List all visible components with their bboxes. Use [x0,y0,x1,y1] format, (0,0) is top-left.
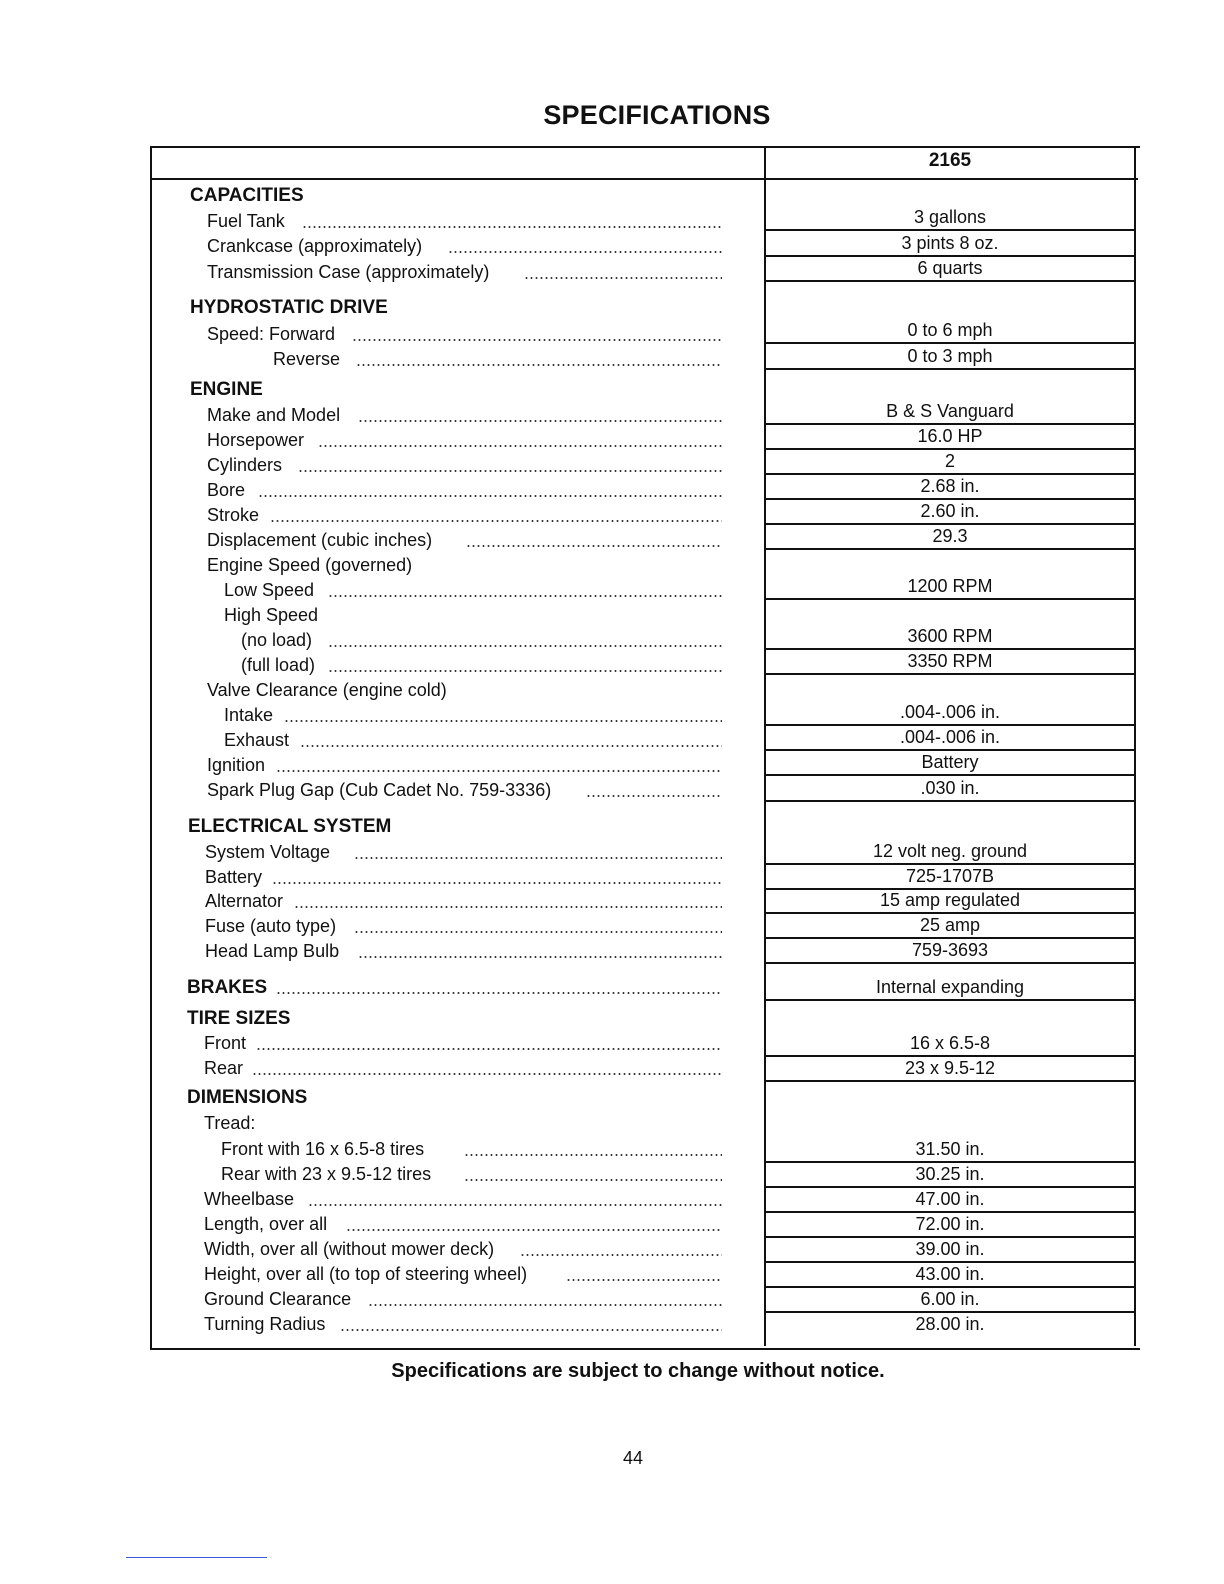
spec-label: (full load) [241,655,316,675]
leader-dots [448,251,722,253]
value-divider [766,1236,1134,1238]
spec-label: Fuel Tank [207,211,285,231]
table-right-border [1134,146,1136,1346]
spec-value: 16 x 6.5-8 [909,1033,991,1053]
leader-dots [252,1073,722,1075]
section-heading-electrical: ELECTRICAL SYSTEM [188,816,392,837]
model-header: 2165 [928,150,972,171]
value-divider [766,473,1134,475]
leader-dots [256,1048,722,1050]
value-divider [766,1186,1134,1188]
spec-label: Intake [224,705,274,725]
spec-label: Speed: Forward [207,324,336,344]
spec-label: Width, over all (without mower deck) [204,1239,495,1259]
spec-label: System Voltage [205,842,331,862]
spec-value: 1200 RPM [907,576,993,596]
spec-value: 23 x 9.5-12 [904,1058,996,1078]
spec-value: 43.00 in. [915,1264,985,1284]
leader-dots [356,364,722,366]
spec-value: 3350 RPM [907,651,993,671]
value-divider [766,1161,1134,1163]
spec-value: .030 in. [920,778,980,798]
value-divider [766,368,1134,370]
spec-value: 725-1707B [905,866,995,886]
spec-value: 0 to 6 mph [907,320,993,340]
value-divider [766,749,1134,751]
spec-label: Rear [204,1058,244,1078]
value-divider [766,498,1134,500]
spec-value: 28.00 in. [915,1314,985,1334]
value-divider [766,912,1134,914]
value-divider [766,1286,1134,1288]
leader-dots [352,339,722,341]
section-heading-engine: ENGINE [190,379,263,400]
disclaimer-note: Specifications are subject to change without notice. [391,1360,885,1382]
spec-value: 31.50 in. [915,1139,985,1159]
leader-dots [328,670,722,672]
spec-label: Rear with 23 x 9.5-12 tires [221,1164,432,1184]
leader-dots [520,1254,722,1256]
spec-value: 6.00 in. [920,1289,980,1309]
leader-dots [354,857,722,859]
spec-value: 2.68 in. [920,476,980,496]
spec-value: .004-.006 in. [899,727,1001,747]
page-number: 44 [622,1448,644,1468]
value-divider [766,1311,1134,1313]
leader-dots [270,520,722,522]
spec-label: Reverse [273,349,341,369]
spec-value: 39.00 in. [915,1239,985,1259]
spec-label: (no load) [241,630,313,650]
leader-dots [302,226,722,228]
subheading: High Speed [224,605,319,625]
leader-dots [466,545,722,547]
footer-rule [126,1557,267,1558]
leader-dots [276,770,722,772]
value-divider [766,229,1134,231]
spec-label: Length, over all [204,1214,328,1234]
value-divider [766,724,1134,726]
leader-dots [358,956,722,958]
value-divider [766,255,1134,257]
spec-value: 25 amp [919,915,981,935]
value-divider [766,800,1134,802]
spec-label: Height, over all (to top of steering wheel) [204,1264,528,1284]
value-divider [766,1211,1134,1213]
value-divider [766,648,1134,650]
leader-dots [354,931,722,933]
value-divider [766,1055,1134,1057]
leader-dots [464,1154,722,1156]
value-divider [766,523,1134,525]
spec-label: Ground Clearance [204,1289,352,1309]
section-heading-capacities: CAPACITIES [190,185,304,206]
spec-value: Battery [921,752,979,772]
section-heading-dimensions: DIMENSIONS [187,1087,308,1108]
value-divider [766,962,1134,964]
subheading: Tread: [204,1113,256,1133]
spec-value: 3 gallons [913,207,987,227]
value-divider [766,1261,1134,1263]
value-divider [766,448,1134,450]
value-divider [766,280,1134,282]
spec-value: 3600 RPM [907,626,993,646]
leader-dots [346,1229,722,1231]
subheading: Engine Speed (governed) [207,555,413,575]
spec-value: 47.00 in. [915,1189,985,1209]
spec-value: 15 amp regulated [879,890,1021,910]
spec-label: Horsepower [207,430,305,450]
spec-label: Ignition [207,755,266,775]
spec-label: Head Lamp Bulb [205,941,340,961]
value-divider [766,863,1134,865]
spec-label: Stroke [207,505,260,525]
value-divider [766,423,1134,425]
leader-dots [294,906,722,908]
header-divider [150,178,1138,180]
spec-label: Make and Model [207,405,341,425]
spec-value: 0 to 3 mph [907,346,993,366]
spec-label: Bore [207,480,246,500]
value-divider [766,999,1134,1001]
section-heading-brakes: BRAKES [187,977,268,998]
spec-value: 2 [944,451,955,471]
spec-value: 3 pints 8 oz. [901,233,999,253]
leader-dots [524,277,722,279]
spec-label: Battery [205,867,263,887]
value-divider [766,774,1134,776]
spec-label: Front [204,1033,247,1053]
leader-dots [328,645,722,647]
spec-label: Wheelbase [204,1189,295,1209]
spec-label: Turning Radius [204,1314,326,1334]
leader-dots [284,720,722,722]
leader-dots [276,992,722,994]
leader-dots [258,495,722,497]
spec-value: 759-3693 [911,940,989,960]
spec-value: Internal expanding [875,977,1025,997]
spec-label: Alternator [205,891,284,911]
leader-dots [300,745,722,747]
spec-label: Fuse (auto type) [205,916,337,936]
spec-value: 16.0 HP [917,426,983,446]
spec-label: Exhaust [224,730,290,750]
leader-dots [308,1204,722,1206]
value-divider [766,598,1134,600]
spec-label: Low Speed [224,580,315,600]
spec-label: Crankcase (approximately) [207,236,423,256]
spec-value: B & S Vanguard [886,401,1014,421]
leader-dots [298,470,722,472]
spec-value: 2.60 in. [920,501,980,521]
leader-dots [464,1179,722,1181]
leader-dots [272,882,722,884]
spec-label: Spark Plug Gap (Cub Cadet No. 759-3336) [207,780,552,800]
leader-dots [566,1279,722,1281]
leader-dots [340,1329,722,1331]
value-divider [766,1080,1134,1082]
value-divider [766,673,1134,675]
spec-label: Cylinders [207,455,283,475]
spec-label: Displacement (cubic inches) [207,530,433,550]
spec-label: Transmission Case (approximately) [207,262,490,282]
value-divider [766,937,1134,939]
value-divider [766,548,1134,550]
spec-value: 29.3 [932,526,968,546]
page-title: SPECIFICATIONS [543,100,771,130]
leader-dots [318,445,722,447]
spec-value: 30.25 in. [915,1164,985,1184]
leader-dots [328,595,722,597]
spec-value: 12 volt neg. ground [872,841,1028,861]
spec-label: Front with 16 x 6.5-8 tires [221,1139,425,1159]
section-heading-hydrostatic: HYDROSTATIC DRIVE [190,297,388,318]
spec-value: 6 quarts [917,258,983,278]
leader-dots [368,1304,722,1306]
leader-dots [358,420,722,422]
subheading: Valve Clearance (engine cold) [207,680,447,700]
value-divider [766,342,1134,344]
section-heading-tires: TIRE SIZES [187,1008,291,1029]
spec-value: .004-.006 in. [899,702,1001,722]
leader-dots [586,795,722,797]
spec-value: 72.00 in. [915,1214,985,1234]
